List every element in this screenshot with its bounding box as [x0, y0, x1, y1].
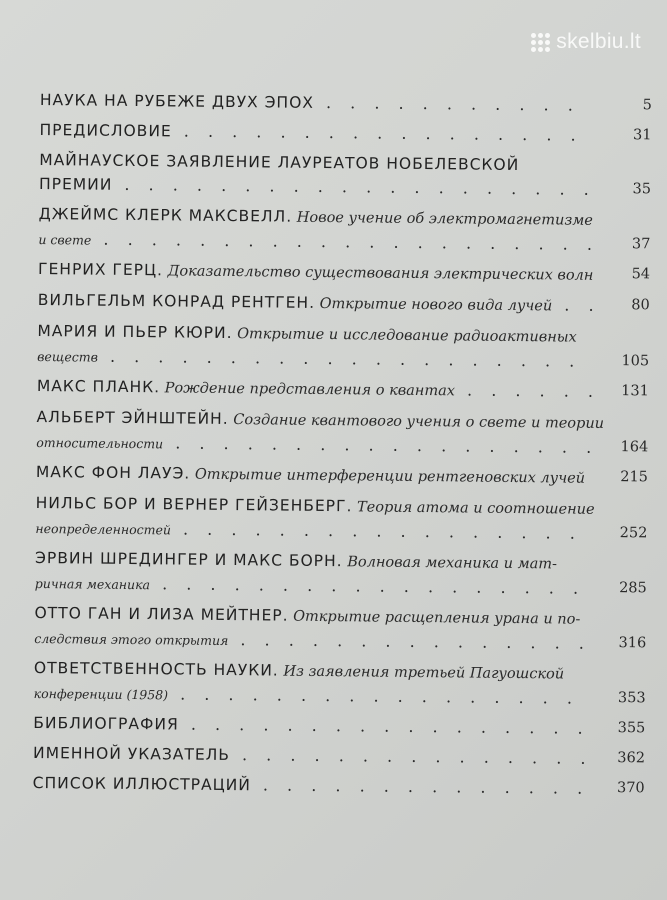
toc-entry-title: ГЕНРИХ ГЕРЦ.: [38, 259, 164, 280]
toc-page-number: 80: [631, 297, 650, 314]
leader-dots: . . . . . . . . . . .: [313, 92, 580, 115]
toc-entry-title: ДЖЕЙМС КЛЕРК МАКСВЕЛЛ.: [38, 204, 293, 226]
toc-entry-title: МАРИЯ И ПЬЕР КЮРИ.: [37, 321, 233, 343]
toc-entry: [33, 741, 645, 771]
toc-entry-title: БИБЛИОГРАФИЯ: [33, 713, 179, 734]
toc-entry-description: Открытие нового вида лучей: [314, 295, 553, 315]
toc-entry-continuation: следствия этого открытия: [34, 630, 229, 649]
leader-dots: . . . . . . . . . . . . . . . . . .: [163, 433, 599, 457]
toc-entry-description: Рождение представления о квантах: [160, 380, 456, 400]
toc-entry: [35, 546, 647, 601]
watermark-text: skelbiu.lt: [556, 30, 641, 53]
toc-entry-description: Волновая механика и мат-: [342, 554, 558, 573]
toc-entry: [38, 288, 650, 319]
toc-page-number: 252: [619, 525, 648, 542]
leader-dots: . . . . . . . . . . . . . . . . . . . . .: [91, 229, 600, 254]
toc-page-number: 316: [618, 635, 647, 652]
toc-entry-title: ОТТО ГАН И ЛИЗА МЕЙТНЕР.: [34, 603, 289, 625]
toc-page-number: 105: [621, 353, 650, 370]
toc-entry-title: ОТВЕТСТВЕННОСТЬ НАУКИ.: [33, 658, 279, 680]
watermark: [531, 30, 641, 54]
leader-dots: . . . . . . . . . . . . . . . . .: [170, 519, 582, 543]
toc-entry: [39, 118, 651, 148]
toc-entry-continuation: неопределенностей: [35, 520, 172, 538]
leader-dots: . . . . . . . . . . . . . . .: [228, 630, 592, 653]
toc-entry-title: СПИСОК ИЛЛЮСТРАЦИЙ: [32, 773, 251, 795]
toc-entry-continuation: и свете: [38, 231, 92, 248]
toc-entry-description: Из заявления третьей Пагуошской: [278, 663, 565, 683]
leader-dots: . . . . . . . . . . . . . . . . . . . .: [97, 346, 582, 371]
toc-entry-description: Создание квантового учения о свете и теории: [228, 411, 605, 432]
toc-page-number: 131: [621, 383, 649, 400]
toc-entry-title: ВИЛЬГЕЛЬМ КОНРАД РЕНТГЕН.: [37, 290, 316, 312]
toc-entry: [38, 257, 650, 288]
toc-entry-continuation: ПРЕМИИ: [38, 174, 113, 194]
toc-entry: [36, 460, 648, 491]
toc-entry: [35, 491, 647, 546]
toc-page-number: 355: [617, 720, 646, 737]
toc-entry: [33, 711, 645, 741]
toc-entry-title: АЛЬБЕРТ ЭЙНШТЕЙН.: [36, 407, 229, 428]
toc-entry-title: НИЛЬС БОР И ВЕРНЕР ГЕЙЗЕНБЕРГ.: [35, 493, 353, 516]
toc-entry-description: Открытие и исследование радиоактивных: [232, 326, 577, 346]
toc-page-number: 164: [620, 439, 649, 456]
toc-entry-description: Теория атома и соотношение: [352, 499, 595, 518]
toc-page-number: 215: [620, 469, 649, 486]
toc-page-number: 5: [642, 97, 652, 114]
toc-entry-continuation: конференции (1958): [33, 685, 169, 703]
toc-entry: [34, 601, 646, 656]
toc-entry: [39, 148, 651, 202]
toc-entry-title: ПРЕДИСЛОВИЕ: [39, 120, 172, 141]
toc-page-number: 362: [617, 750, 646, 767]
toc-entry-continuation: относительности: [36, 434, 164, 452]
logo-dots-icon: [531, 33, 550, 52]
leader-dots: . . . . . . . . . . . . . . . . . . . .: [112, 174, 596, 199]
toc-entry-title: МАКС ПЛАНК.: [36, 376, 161, 397]
leader-dots: . . . . . . . . . . . . . . . . .: [178, 714, 590, 738]
toc-entry-title: МАКС ФОН ЛАУЭ.: [35, 462, 191, 483]
toc-entry: [37, 319, 649, 374]
toc-page-number: 353: [617, 690, 646, 707]
table-of-contents: [33, 88, 652, 807]
leader-dots: . . . . . .: [454, 380, 601, 401]
leader-dots: . . . . . . . . . . . . . . . . .: [171, 121, 583, 145]
leader-dots: . . . . . . . . . . . . . . . . . .: [149, 574, 586, 598]
toc-page-number: 285: [619, 580, 647, 597]
toc-entry-description: Доказательство существования электрических волн: [162, 263, 594, 284]
toc-page-number: 37: [631, 236, 651, 253]
toc-entry: [36, 405, 648, 460]
toc-entry-title: ИМЕННОЙ УКАЗАТЕЛЬ: [32, 743, 231, 765]
toc-entry-continuation: ричная механика: [34, 575, 151, 593]
leader-dots: . . . . . . . . . . . . . . . . .: [167, 684, 580, 708]
leader-dots: . . . . . . . . . . . . . .: [250, 775, 590, 798]
toc-entry: [33, 771, 645, 801]
toc-entry: [34, 656, 646, 711]
toc-page-number: 35: [632, 181, 652, 198]
leader-dots: . . . . . . . . . . . . . . .: [229, 745, 593, 768]
toc-page-number: 54: [631, 266, 651, 283]
toc-page-number: 370: [616, 780, 645, 797]
toc-entry-description: Новое учение об электромагнетизме: [292, 209, 593, 229]
toc-entry-title: НАУКА НА РУБЕЖЕ ДВУХ ЭПОХ: [39, 90, 315, 112]
toc-entry-title: МАЙНАУСКОЕ ЗАЯВЛЕНИЕ ЛАУРЕАТОВ НОБЕЛЕВСКОЙ: [39, 150, 520, 175]
toc-entry-description: Открытие расщепления урана и по-: [288, 608, 581, 628]
toc-entry-continuation: веществ: [37, 348, 98, 365]
toc-entry: [38, 202, 650, 257]
toc-entry: [37, 374, 649, 405]
toc-page-number: 31: [633, 127, 652, 144]
toc-entry-title: ЭРВИН ШРЕДИНГЕР И МАКС БОРН.: [34, 548, 343, 571]
toc-entry-description: Открытие интерференции рентгеновских лучей: [190, 466, 586, 487]
leader-dots: . .: [552, 295, 601, 315]
toc-entry: [40, 88, 652, 118]
